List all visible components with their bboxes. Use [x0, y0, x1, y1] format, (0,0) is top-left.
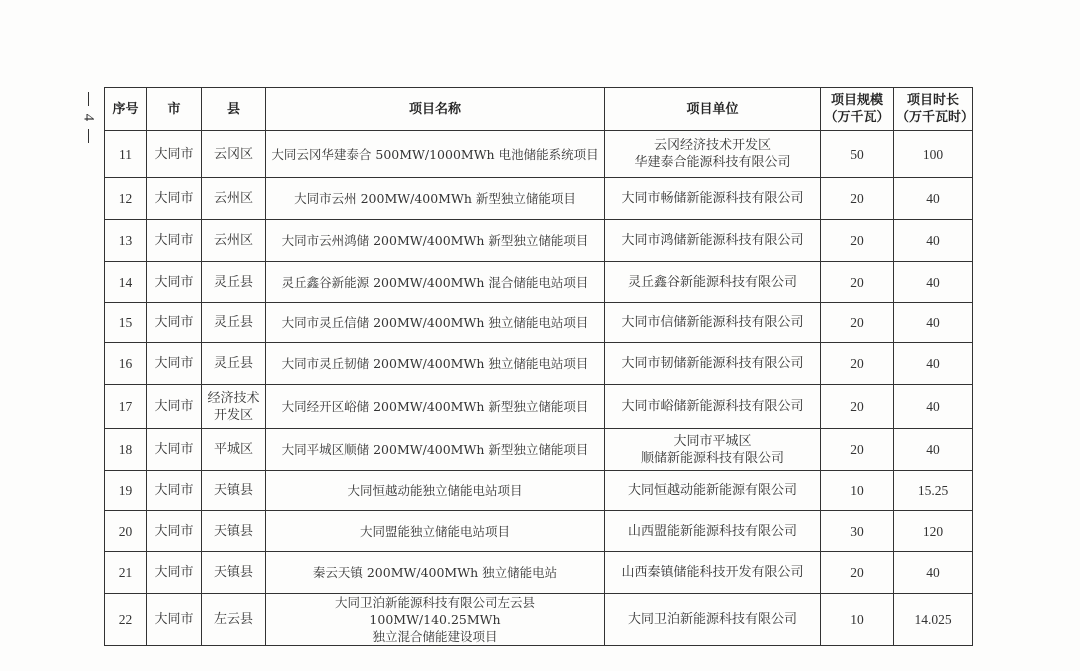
table-row [105, 178, 973, 220]
cell-project-name [266, 511, 605, 552]
table-row [105, 471, 973, 511]
cell-scale: 20 [821, 178, 894, 220]
cell-county-line: 灵丘县 [213, 274, 253, 290]
cell-project-unit [605, 471, 821, 511]
cell-county-line: 开发区 [213, 407, 253, 423]
header-scale-title: 项目规模 [830, 93, 883, 108]
cell-county [202, 471, 266, 511]
table-row [105, 594, 973, 646]
cell-city: 大同市 [147, 343, 202, 385]
page-number-dash-top [88, 92, 89, 106]
cell-duration: 40 [894, 178, 973, 220]
cell-project-unit-line: 灵丘鑫谷新能源科技有限公司 [627, 274, 797, 290]
cell-county-line: 左云县 [213, 612, 253, 627]
page-number-dash-bottom [88, 129, 89, 143]
cell-index: 22 [105, 594, 147, 646]
cell-county [202, 594, 266, 646]
table-row [105, 303, 973, 343]
table-row [105, 429, 973, 471]
cell-project-unit-line: 大同市韧储新能源科技有限公司 [621, 356, 804, 371]
cell-project-name-line: 大同恒越动能独立储能电站项目 [347, 483, 523, 498]
cell-project-unit [605, 594, 821, 646]
cell-county-line: 天镇县 [213, 565, 253, 580]
cell-index: 17 [105, 385, 147, 429]
page-number-value: 4 [80, 113, 97, 122]
cell-project-unit-line: 大同市峪储新能源科技有限公司 [621, 399, 804, 414]
cell-project-name [266, 552, 605, 594]
cell-county [202, 220, 266, 262]
cell-scale: 10 [821, 471, 894, 511]
table-body [105, 131, 973, 646]
cell-county [202, 552, 266, 594]
cell-project-name [266, 594, 605, 646]
cell-project-unit [605, 343, 821, 385]
table-row [105, 262, 973, 303]
cell-index: 14 [105, 262, 147, 303]
cell-project-unit-line: 云冈经济技术开发区 [653, 138, 771, 153]
cell-county-line: 天镇县 [213, 523, 253, 539]
cell-index: 20 [105, 511, 147, 552]
cell-project-name [266, 131, 605, 178]
cell-county-line: 平城区 [213, 442, 253, 457]
cell-project-name [266, 220, 605, 262]
table-header-row [105, 88, 973, 131]
cell-project-name-line: 独立混合储能建设项目 [372, 629, 498, 644]
cell-index: 13 [105, 220, 147, 262]
header-index: 序号 [105, 88, 147, 131]
cell-scale: 20 [821, 343, 894, 385]
cell-project-unit-line: 山西盟能新能源科技有限公司 [627, 523, 797, 539]
header-scale [821, 88, 894, 131]
energy-storage-projects-table [104, 87, 973, 646]
cell-project-unit [605, 220, 821, 262]
cell-county-line: 云州区 [213, 233, 253, 248]
cell-project-name [266, 178, 605, 220]
cell-project-unit-line: 大同市平城区 [673, 433, 752, 449]
cell-city: 大同市 [147, 303, 202, 343]
table-row [105, 220, 973, 262]
header-duration-title: 项目时长 [906, 93, 959, 108]
cell-duration: 40 [894, 220, 973, 262]
cell-scale: 50 [821, 131, 894, 178]
cell-project-name [266, 303, 605, 343]
cell-project-unit-line: 大同卫泊新能源科技有限公司 [627, 612, 797, 627]
cell-duration: 40 [894, 429, 973, 471]
cell-duration: 120 [894, 511, 973, 552]
cell-index: 11 [105, 131, 147, 178]
cell-county [202, 511, 266, 552]
cell-scale: 20 [821, 385, 894, 429]
cell-index: 15 [105, 303, 147, 343]
cell-county [202, 303, 266, 343]
cell-project-unit [605, 131, 821, 178]
cell-project-unit [605, 552, 821, 594]
cell-duration: 40 [894, 343, 973, 385]
cell-county-line: 云冈区 [213, 146, 253, 162]
cell-city: 大同市 [147, 471, 202, 511]
cell-city: 大同市 [147, 429, 202, 471]
cell-scale: 20 [821, 220, 894, 262]
cell-county-line: 灵丘县 [213, 315, 253, 330]
cell-scale: 20 [821, 303, 894, 343]
header-project-unit: 项目单位 [605, 88, 821, 131]
cell-city: 大同市 [147, 131, 202, 178]
cell-scale: 20 [821, 262, 894, 303]
table-row [105, 552, 973, 594]
cell-project-unit [605, 303, 821, 343]
header-project-name: 项目名称 [266, 88, 605, 131]
cell-project-name-line: 大同盟能独立储能电站项目 [359, 523, 510, 539]
cell-duration: 40 [894, 552, 973, 594]
cell-county [202, 178, 266, 220]
cell-city: 大同市 [147, 262, 202, 303]
cell-county [202, 262, 266, 303]
cell-project-name-line: 秦云天镇 200MW/400MWh 独立储能电站 [312, 565, 558, 580]
cell-scale: 10 [821, 594, 894, 646]
page-number [78, 92, 98, 152]
table-row [105, 343, 973, 385]
cell-scale: 30 [821, 511, 894, 552]
cell-index: 19 [105, 471, 147, 511]
cell-project-unit-line: 大同恒越动能新能源有限公司 [627, 483, 797, 498]
cell-scale: 20 [821, 429, 894, 471]
cell-project-unit-line: 华建泰合能源科技有限公司 [634, 155, 791, 170]
cell-project-unit [605, 385, 821, 429]
cell-county [202, 385, 266, 429]
cell-project-name-line: 大同平城区顺储 200MW/400MWh 新型独立储能项目 [281, 442, 589, 457]
cell-index: 12 [105, 178, 147, 220]
cell-city: 大同市 [147, 385, 202, 429]
header-scale-unit: （万千瓦） [824, 110, 890, 125]
cell-county-line: 云州区 [213, 191, 253, 206]
cell-project-unit [605, 178, 821, 220]
cell-city: 大同市 [147, 220, 202, 262]
header-county: 县 [202, 88, 266, 131]
cell-duration: 100 [894, 131, 973, 178]
table-row [105, 131, 973, 178]
cell-project-name-line: 灵丘鑫谷新能源 200MW/400MWh 混合储能电站项目 [281, 274, 589, 290]
cell-county [202, 131, 266, 178]
cell-project-unit-line: 山西秦镇储能科技开发有限公司 [621, 565, 804, 580]
cell-duration: 14.025 [894, 594, 973, 646]
cell-city: 大同市 [147, 178, 202, 220]
cell-city: 大同市 [147, 511, 202, 552]
cell-project-name [266, 429, 605, 471]
cell-project-unit [605, 511, 821, 552]
table-row [105, 511, 973, 552]
cell-index: 18 [105, 429, 147, 471]
cell-index: 21 [105, 552, 147, 594]
cell-project-name [266, 471, 605, 511]
cell-project-name [266, 343, 605, 385]
cell-city: 大同市 [147, 594, 202, 646]
cell-project-name-line: 大同市灵丘信储 200MW/400MWh 独立储能电站项目 [281, 315, 589, 330]
cell-county-line: 经济技术 [207, 390, 260, 406]
cell-scale: 20 [821, 552, 894, 594]
cell-duration: 40 [894, 385, 973, 429]
cell-duration: 40 [894, 303, 973, 343]
cell-county-line: 灵丘县 [213, 356, 253, 371]
header-duration [894, 88, 973, 131]
cell-project-unit-line: 大同市鸿储新能源科技有限公司 [621, 233, 804, 248]
cell-project-unit [605, 262, 821, 303]
header-city: 市 [147, 88, 202, 131]
cell-duration: 15.25 [894, 471, 973, 511]
cell-project-unit-line: 顺储新能源科技有限公司 [640, 450, 784, 466]
header-duration-unit: （万千瓦时） [896, 110, 975, 125]
cell-index: 16 [105, 343, 147, 385]
cell-project-unit-line: 大同市畅储新能源科技有限公司 [621, 191, 804, 206]
cell-county [202, 429, 266, 471]
cell-project-name-line: 大同市云州 200MW/400MWh 新型独立储能项目 [294, 191, 576, 206]
cell-project-name-line: 大同卫泊新能源科技有限公司左云县 100MW/140.25MWh [334, 595, 535, 627]
cell-project-name-line: 大同市灵丘韧储 200MW/400MWh 独立储能电站项目 [281, 356, 589, 371]
cell-duration: 40 [894, 262, 973, 303]
cell-project-name [266, 262, 605, 303]
cell-county-line: 天镇县 [213, 483, 253, 498]
cell-project-name [266, 385, 605, 429]
cell-project-name-line: 大同市云州鸿储 200MW/400MWh 新型独立储能项目 [281, 233, 589, 248]
cell-county [202, 343, 266, 385]
cell-project-name-line: 大同云冈华建泰合 500MW/1000MWh 电池储能系统项目 [271, 146, 599, 162]
cell-project-unit-line: 大同市信储新能源科技有限公司 [621, 315, 804, 330]
cell-project-name-line: 大同经开区峪储 200MW/400MWh 新型独立储能项目 [281, 399, 589, 414]
table-row [105, 385, 973, 429]
cell-city: 大同市 [147, 552, 202, 594]
cell-project-unit [605, 429, 821, 471]
